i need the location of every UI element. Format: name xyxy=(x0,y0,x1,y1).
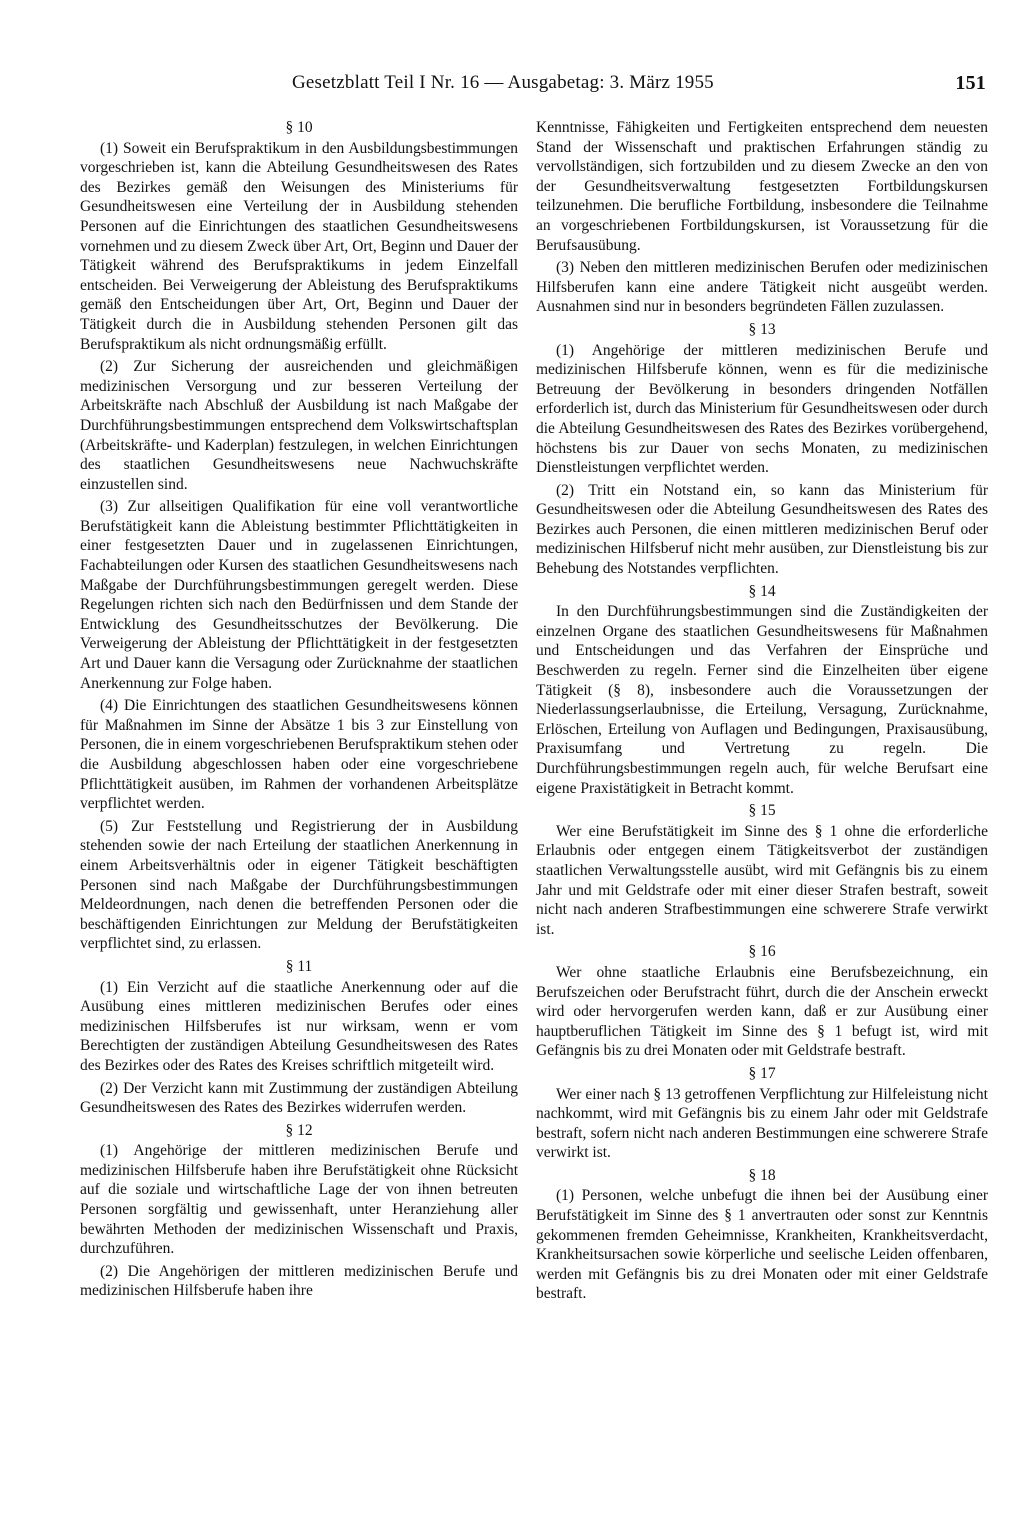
paragraph: Wer ohne staatliche Erlaubnis eine Berufsbezeichnung, ein Berufszeichen oder Berufstracht führt, durch die der Anschein erweckt wird oder hervorgerufen werden kann, daß er zur Ausübung einer hauptberuflichen Tätigkeit im Sinne des § 1 befugt ist, wird mit Gefängnis bis zu drei Monaten oder mit Geldstrafe bestraft. xyxy=(536,963,988,1060)
paragraph: (2) Die Angehörigen der mittleren medizinischen Berufe und medizinischen Hilfsberufe haben ihre xyxy=(80,1262,518,1300)
paragraph: (2) Tritt ein Notstand ein, so kann das Ministerium für Gesundheitswesen oder die Abteilung Gesundheitswesen des Rates des Bezirkes auch Personen, die einen mittleren medizinischen Beruf oder medizinischen Hilfsberuf nicht mehr ausüben, zur Dienstleistung bis zur Behebung des Notstandes verpflichten. xyxy=(536,481,988,578)
paragraph: (1) Soweit ein Berufspraktikum in den Ausbildungsbestimmungen vorgeschrieben ist, kann die Abteilung Gesundheitswesen des Rates des Bezirkes gemäß den Weisungen des Ministeriums für Gesundheitswesen eine Verteilung der in Ausbildung stehenden Personen auf die Einrichtungen des staatlichen Gesundheitswesens vornehmen und zu diesem Zweck über Art, Ort, Beginn und Dauer der Tätigkeit während des Berufspraktikums in jedem Einzelfall entscheiden. Bei Verweigerung der Ableistung des Berufspraktikums gemäß den Entscheidungen über Art, Ort, Beginn und Dauer der Tätigkeit durch die in Ausbildung stehenden Personen gilt das Berufspraktikum als nicht ordnungsmäßig erfüllt. xyxy=(80,139,518,353)
paragraph: (1) Angehörige der mittleren medizinischen Berufe und medizinischen Hilfsberufe können, wenn es für die medizinische Betreuung der Bevölkerung in besonders dringenden Notfällen erforderlich ist, durch das Ministerium für Gesundheitswesen oder durch die Abteilung Gesundheitswesen des Rates des Bezirkes vorübergehend, höchstens bis zur Dauer von sechs Monaten, zu medizinischen Dienstleistungen verpflichtet werden. xyxy=(536,341,988,477)
section-heading: § 10 xyxy=(285,119,313,136)
paragraph: (3) Neben den mittleren medizinischen Berufen oder medizinischen Hilfsberufen kann eine andere Tätigkeit nicht ausgeübt werden. Ausnahmen sind nur in besonders begründeten Fällen zuzulassen. xyxy=(536,259,988,316)
section-heading: § 14 xyxy=(748,582,776,600)
paragraph: Wer eine Berufstätigkeit im Sinne des § 1 ohne die erforderliche Erlaubnis oder entgegen einem Tätigkeitsverbot der zuständigen staatlichen Verwaltungsstelle ausübt, wird mit Gefängnis bis zu einem Jahr und mit Geldstrafe oder mit einer dieser Strafen bestraft, soweit nicht nach anderen Strafbestimmungen eine schwerere Strafe verwirkt ist. xyxy=(536,822,988,938)
page-number: 151 xyxy=(955,72,986,94)
paragraph: Wer einer nach § 13 getroffenen Verpflichtung zur Hilfeleistung nicht nachkommt, wird mit Gefängnis bis zu einem Jahr oder mit Geldstrafe bestraft, sofern nicht nach anderen Bestimmungen eine schwerere Strafe verwirkt ist. xyxy=(536,1085,988,1162)
paragraph: (5) Zur Feststellung und Registrierung der in Ausbildung stehenden sowie der nach Erteilung der staatlichen Anerkennung in einem Arbeitsverhältnis oder in eigener Tätigkeit beschäftigten Personen sind nach Maßgabe der Durchführungsbestimmungen Meldeordnungen, nach denen die betreffenden Personen oder die beschäftigenden Einrichtungen zur Meldung der Berufstätigkeiten verpflichtet sind, zu erlassen. xyxy=(80,817,518,953)
paragraph: (1) Personen, welche unbefugt die ihnen bei der Ausübung einer Berufstätigkeit im Sinne des § 1 anvertrauten oder sonst zur Kenntnis gekommenen fremden Geheimnisse, Krankheiten, Krankheitsverdacht, Krankheitsursachen sowie körperliche und seelische Leiden offenbaren, werden mit Gefängnis bis zu drei Monaten oder mit einer Geldstrafe bestraft. xyxy=(536,1187,988,1303)
section-heading: § 17 xyxy=(748,1064,776,1082)
section-heading: § 16 xyxy=(748,943,776,961)
paragraph: (3) Zur allseitigen Qualifikation für eine voll verantwortliche Berufstätigkeit kann die Ableistung bestimmter Pflichttätigkeiten in einer festgesetzten Dauer und in zugelassenen Einrichtungen, Fachabteilungen oder Kursen des staatlichen Gesundheitswesens nach Maßgabe der Durchführungsbestimmungen geregelt werden. Diese Regelungen richten sich nach den Bedürfnissen und dem Stande der Entwicklung des Gesundheitsschutzes der Bevölkerung. Die Verweigerung der Ableistung der Pflichttätigkeit in der festgesetzten Art und Dauer kann die Versagung oder Zurücknahme der staatlichen Anerkennung zur Folge haben. xyxy=(80,498,518,692)
section-heading: § 12 xyxy=(285,1121,313,1139)
header-title: Gesetzblatt Teil I Nr. 16 — Ausgabetag: 3. März 1955 xyxy=(292,72,714,93)
paragraph: (1) Ein Verzicht auf die staatliche Anerkennung oder auf die Ausübung eines mittleren medizinischen Berufes oder eines medizinischen Hilfsberufes ist nur wirksam, wenn er vom Berechtigten der zuständigen Abteilung Gesundheitswesen des Rates des Bezirkes oder des Rates des Kreises schriftlich mitgeteilt wird. xyxy=(80,978,518,1074)
paragraph: (2) Der Verzicht kann mit Zustimmung der zuständigen Abteilung Gesundheitswesen des Rates des Bezirkes widerrufen werden. xyxy=(80,1079,518,1117)
paragraph: Kenntnisse, Fähigkeiten und Fertigkeiten entsprechend dem neuesten Stand der Wissenschaft und praktischen Erfahrungen ständig zu vervollständigen, sich fortzubilden und zu diesem Zwecke an den von der Gesundheitsverwaltung festgesetzten Fortbildungskursen teilzunehmen. Die berufliche Fortbildung, insbesondere die Teilnahme an vorgeschriebenen Fortbildungskursen, ist Voraussetzung für die Berufsausübung. xyxy=(536,119,988,254)
paragraph: (1) Angehörige der mittleren medizinischen Berufe und medizinischen Hilfsberufe haben ihre Berufstätigkeit ohne Rücksicht auf die soziale und wirtschaftliche Lage der von ihnen betreuten Personen sorgfältig und gewissenhaft, unter Heranziehung aller bewährten Methoden der medizinischen Wissenschaft und Praxis, durchzuführen. xyxy=(80,1142,518,1258)
paragraph: (4) Die Einrichtungen des staatlichen Gesundheitswesens können für Maßnahmen im Sinne der Absätze 1 bis 3 zur Einstellung von Personen, die in einem vorgeschriebenen Berufspraktikum stehen oder die Ausbildung abgeschlossen haben oder eine vorgeschriebene Pflichttätigkeit ausüben, im Rahmen der vorhandenen Arbeitsplätze verpflichtet werden. xyxy=(80,697,518,813)
right-column xyxy=(536,118,988,1307)
paragraph: In den Durchführungsbestimmungen sind die Zuständigkeiten der einzelnen Organe des staatlichen Gesundheitswesens für Maßnahmen und Entscheidungen und das Verfahren der Einsprüche und Beschwerden zu regeln. Ferner sind die Einzelheiten über eigene Tätigkeit (§ 8), insbesondere auch die Voraussetzungen der Niederlassungserlaubnisse, die Erteilung, Versagung, Zurücknahme, Erlöschen, Erteilung von Auflagen und Bedingungen, Praxisausübung, Praxisumfang und Vertretung zu regeln. Die Durchführungsbestimmungen regeln auch, für welche Berufsart eine eigene Praxistätigkeit in Betracht kommt. xyxy=(536,603,988,797)
page-header xyxy=(62,72,986,102)
left-column xyxy=(80,118,518,1304)
section-heading: § 11 xyxy=(285,957,313,975)
section-heading: § 15 xyxy=(748,802,776,820)
paragraph: (2) Zur Sicherung der ausreichenden und gleichmäßigen medizinischen Versorgung und zur besseren Verteilung der Arbeitskräfte nach Abschluß der Ausbildung ist nach Maßgabe der Durchführungsbestimmungen entsprechend dem Volkswirtschaftsplan (Arbeitskräfte- und Kaderplan) festzulegen, in welchen Einrichtungen des staatlichen Gesundheitswesens neue Nachwuchskräfte einzustellen sind. xyxy=(80,358,518,493)
section-heading: § 18 xyxy=(748,1166,776,1184)
section-heading: § 13 xyxy=(748,320,776,338)
